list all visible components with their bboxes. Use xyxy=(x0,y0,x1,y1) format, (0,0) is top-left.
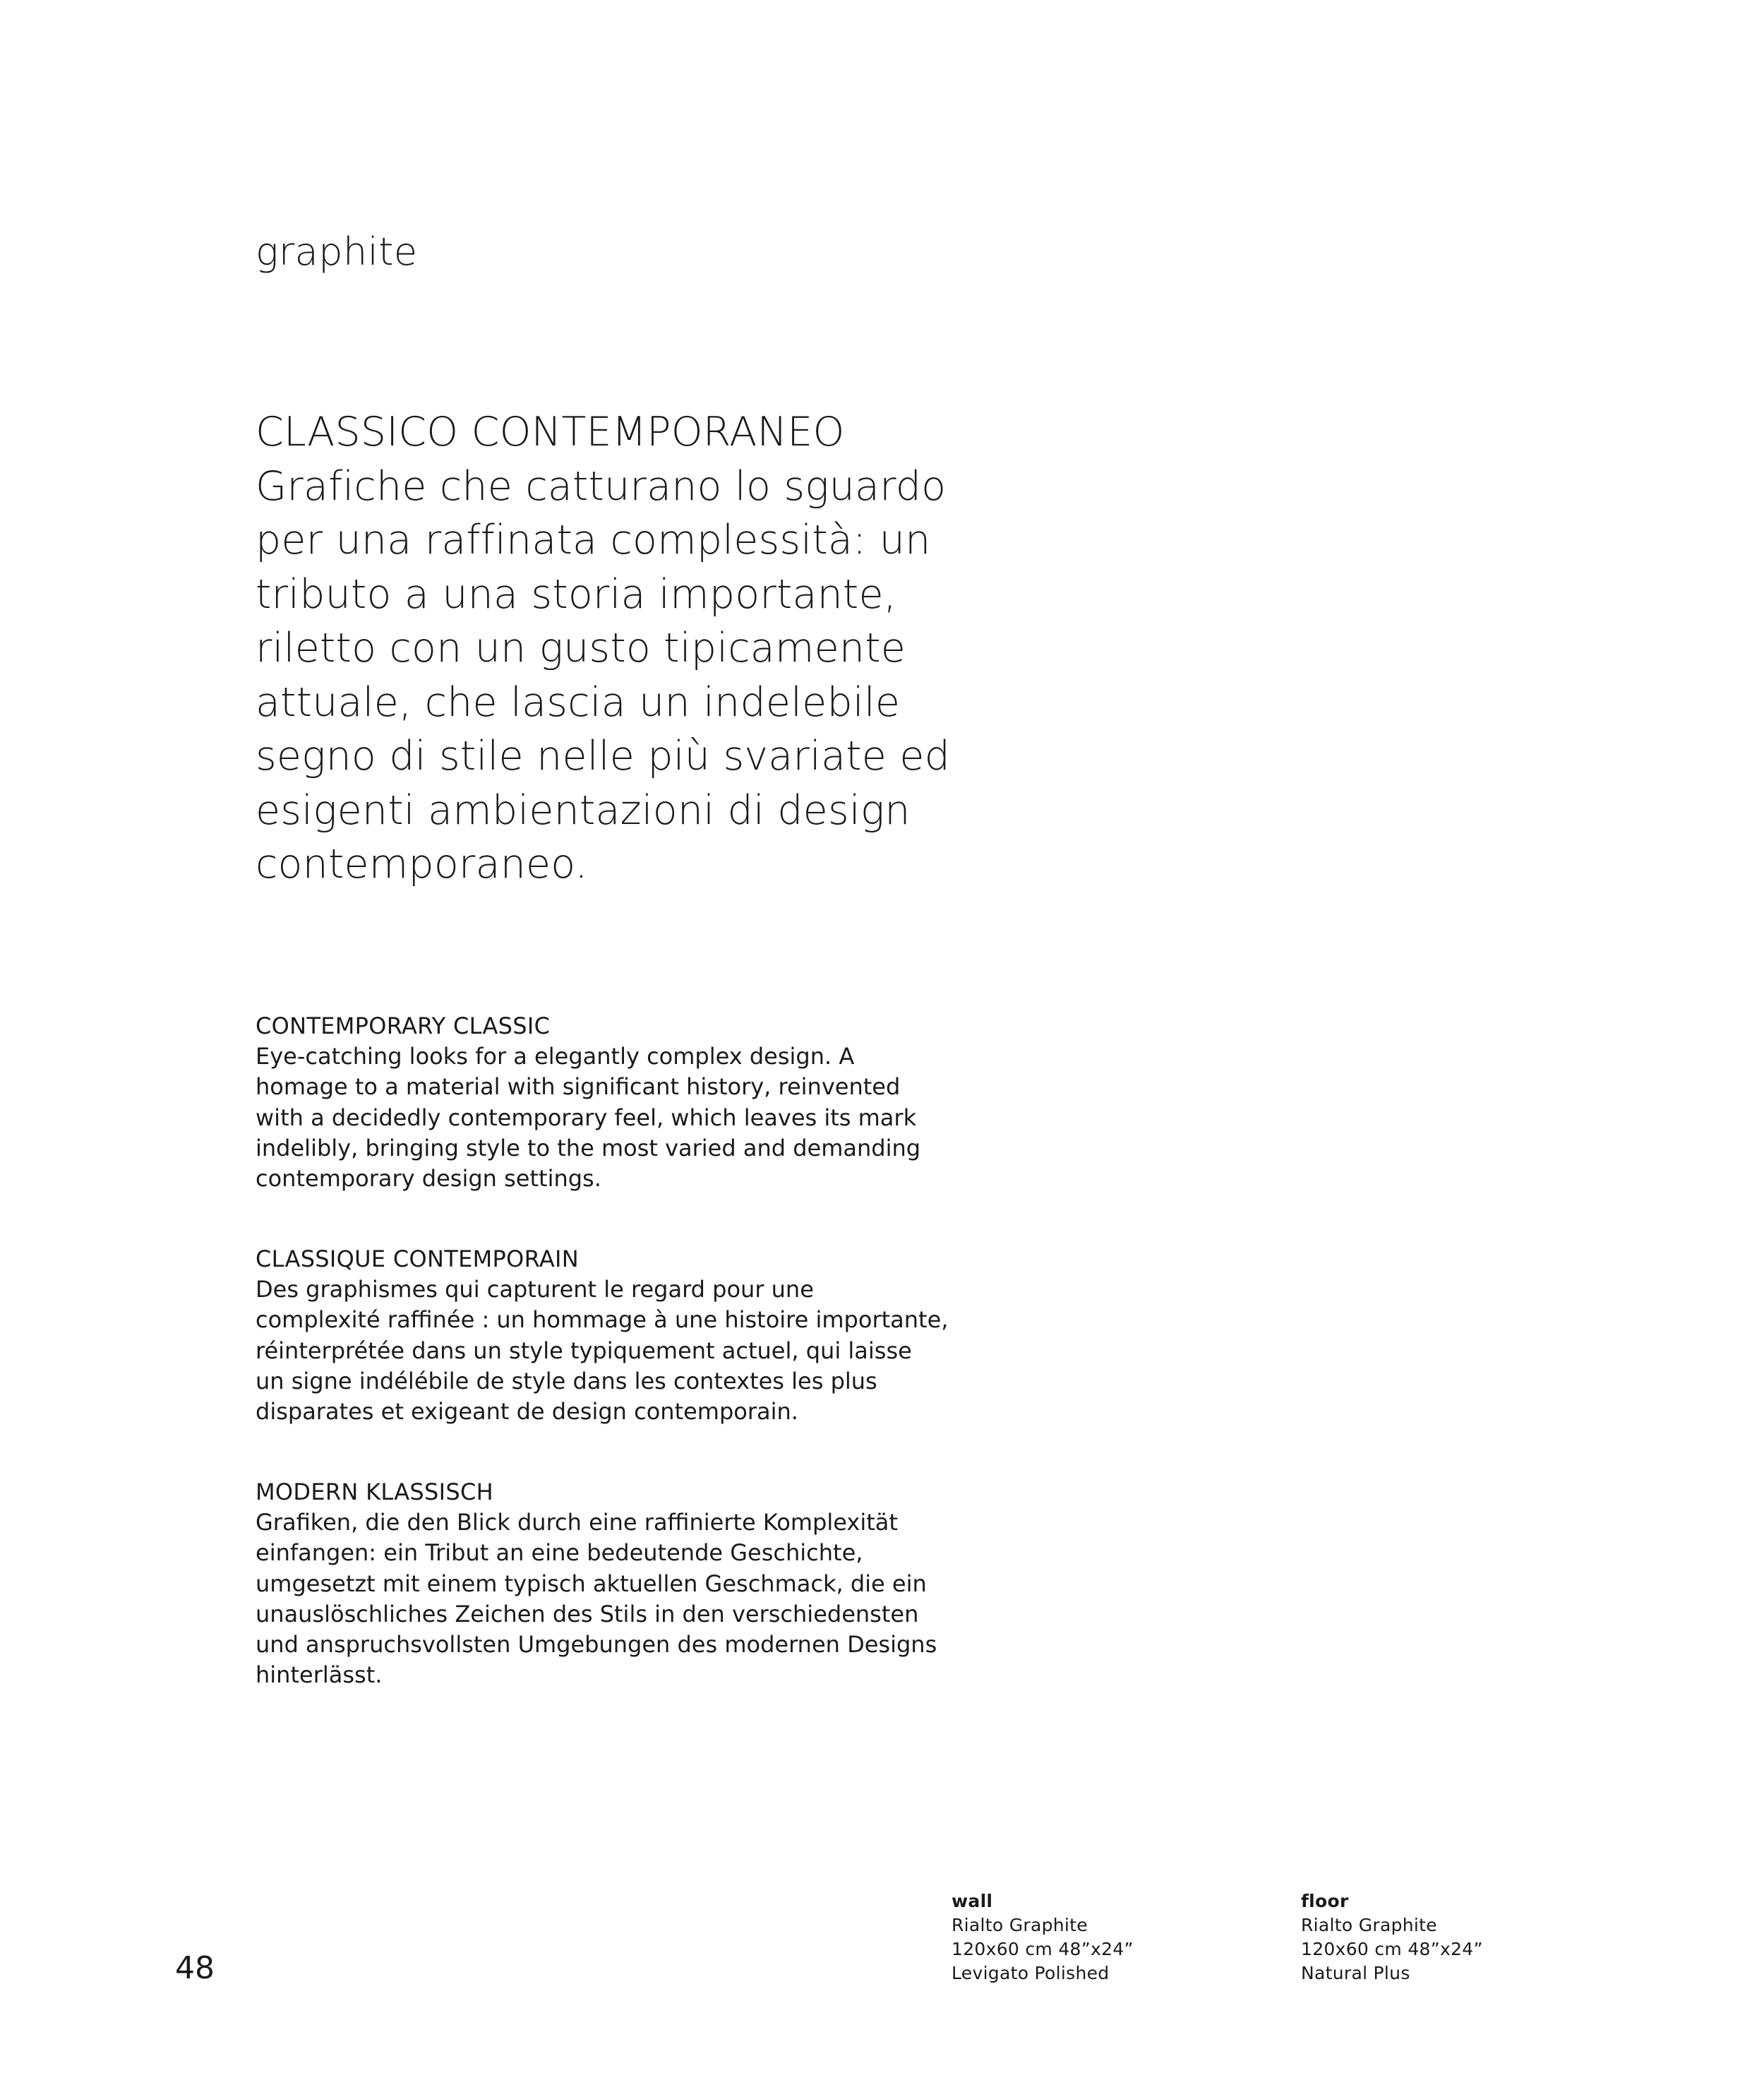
wall-spec xyxy=(952,1889,1134,1985)
french-line: Des graphismes qui capturent le regard pour une xyxy=(256,1276,814,1303)
wall-spec-finish: Levigato Polished xyxy=(952,1963,1110,1983)
floor-spec-size: 120x60 cm 48”x24” xyxy=(1301,1939,1483,1959)
english-heading: CONTEMPORARY CLASSIC xyxy=(256,1012,551,1039)
french-line: complexité raffinée : un hommage à une histoire importante, xyxy=(256,1306,949,1334)
italian-heading: CLASSICO CONTEMPORANEO xyxy=(256,409,845,455)
floor-spec-product: Rialto Graphite xyxy=(1301,1915,1437,1935)
italian-line: attuale, che lascia un indelebile xyxy=(256,679,901,726)
page-number: 48 xyxy=(175,1950,215,1986)
collection-name: graphite xyxy=(256,229,418,274)
wall-spec-product: Rialto Graphite xyxy=(952,1915,1088,1935)
italian-line: tributo a una storia importante, xyxy=(256,570,897,618)
italian-line: segno di stile nelle più svariate ed xyxy=(256,733,950,779)
french-heading: CLASSIQUE CONTEMPORAIN xyxy=(256,1245,579,1272)
german-line: hinterlässt. xyxy=(256,1661,383,1689)
english-line: indelibly, bringing style to the most varied and demanding xyxy=(256,1134,921,1161)
floor-spec xyxy=(1301,1889,1483,1985)
italian-line: contemporaneo. xyxy=(256,841,588,888)
german-heading: MODERN KLASSISCH xyxy=(256,1478,494,1505)
french-line: réinterprétée dans un style typiquement actuel, qui laisse xyxy=(256,1337,912,1364)
italian-description xyxy=(256,405,990,892)
german-line: umgesetzt mit einem typisch aktuellen Geschmack, die ein xyxy=(256,1570,927,1597)
german-line: unauslöschliches Zeichen des Stils in den verschiedensten xyxy=(256,1600,919,1627)
wall-spec-size: 120x60 cm 48”x24” xyxy=(952,1939,1134,1959)
italian-line: per una raffinata complessità: un xyxy=(256,517,931,563)
german-line: Grafiken, die den Blick durch eine raffinierte Komplexität xyxy=(256,1509,898,1536)
floor-spec-label: floor xyxy=(1301,1891,1349,1911)
english-line: with a decidedly contemporary feel, which leaves its mark xyxy=(256,1104,917,1131)
wall-spec-label: wall xyxy=(952,1891,993,1911)
french-description xyxy=(256,1244,961,1427)
floor-spec-finish: Natural Plus xyxy=(1301,1963,1410,1983)
german-line: und anspruchsvollsten Umgebungen des modernen Designs xyxy=(256,1631,937,1659)
english-description xyxy=(256,1011,961,1194)
german-line: einfangen: ein Tribut an eine bedeutende Geschichte, xyxy=(256,1539,863,1567)
french-line: un signe indélébile de style dans les contextes les plus xyxy=(256,1367,877,1394)
french-line: disparates et exigeant de design contemporain. xyxy=(256,1398,798,1426)
english-line: homage to a material with significant history, reinvented xyxy=(256,1073,901,1101)
english-line: contemporary design settings. xyxy=(256,1165,601,1193)
german-description xyxy=(256,1477,961,1690)
italian-line: Grafiche che catturano lo sguardo xyxy=(256,462,947,510)
english-line: Eye-catching looks for a elegantly complex design. A xyxy=(256,1043,855,1070)
italian-line: esigenti ambientazioni di design xyxy=(256,787,911,834)
italian-line: riletto con un gusto tipicamente xyxy=(256,625,906,671)
